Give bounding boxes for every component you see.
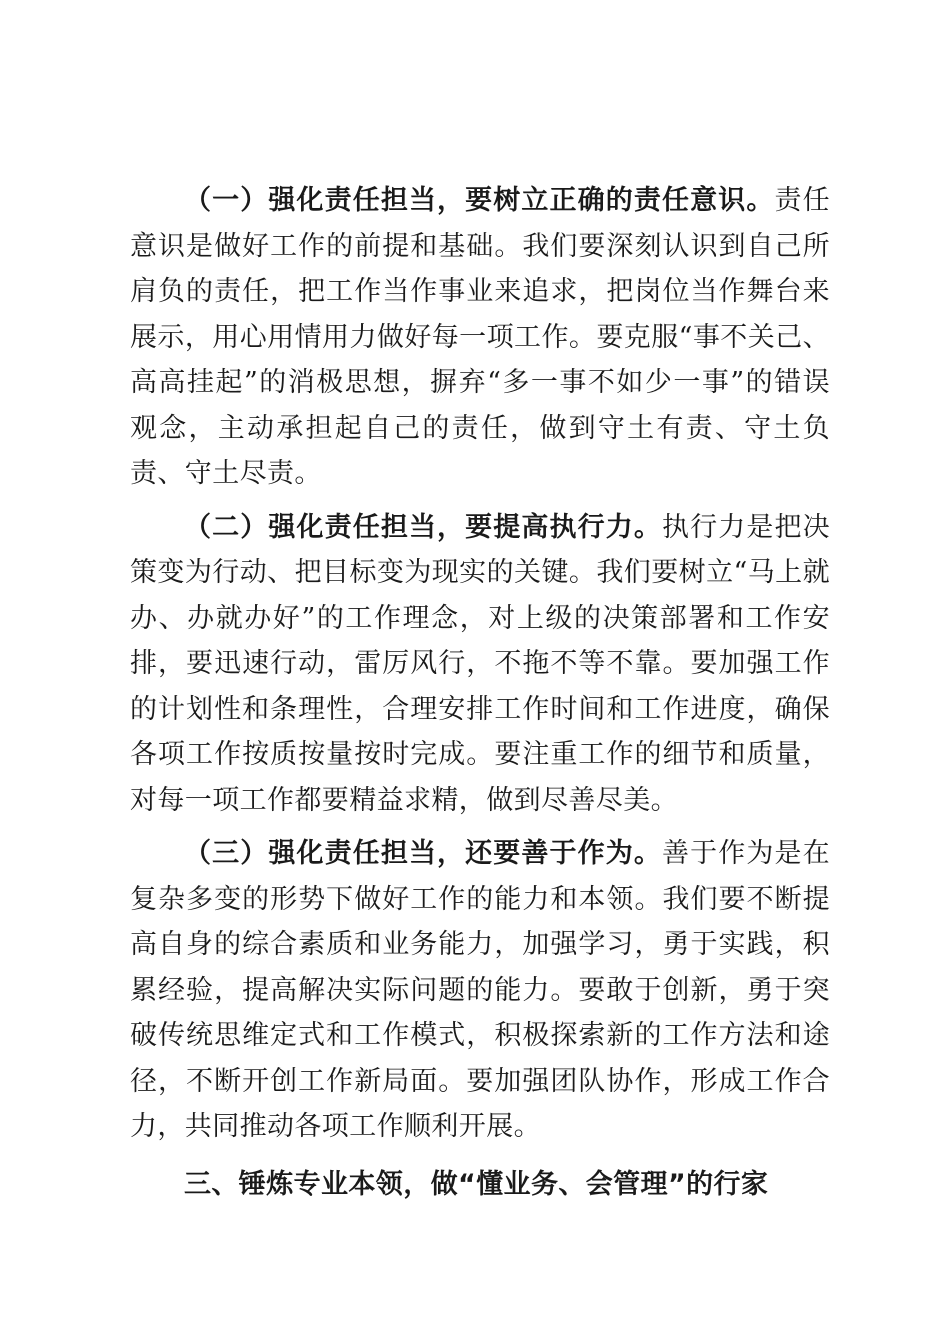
paragraph-3-lead: （三）强化责任担当，还要善于作为。 xyxy=(184,838,662,869)
paragraph-1-lead: （一）强化责任担当，要树立正确的责任意识。 xyxy=(184,185,775,216)
paragraph-1 xyxy=(130,178,830,497)
section-heading: 三、锤炼专业本领，做“懂业务、会管理”的行家 xyxy=(184,1168,769,1200)
paragraph-3 xyxy=(130,831,830,1150)
paragraph-2-body: 执行力是把决策变为行动、把目标变为现实的关键。我们要树立“马上就办、办就办好”的工作理念，对上级的决策部署和工作安排，要迅速行动，雷厉风行，不拖不等不靠。要加强工作的计划性和条理性，合理安排工作时间和工作进度，确保各项工作按质按量按时完成。要注重工作的细节和质量，对每一项工作都要精益求精，做到尽善尽美。 xyxy=(130,511,830,816)
paragraph-3-body: 善于作为是在复杂多变的形势下做好工作的能力和本领。我们要不断提高自身的综合素质和业务能力，加强学习，勇于实践，积累经验，提高解决实际问题的能力。要敢于创新，勇于突破传统思维定式和工作模式，积极探索新的工作方法和途径，不断开创工作新局面。要加强团队协作，形成工作合力，共同推动各项工作顺利开展。 xyxy=(130,838,830,1142)
paragraph-2-lead: （二）强化责任担当，要提高执行力。 xyxy=(184,511,662,543)
paragraph-2 xyxy=(130,505,830,824)
paragraph-1-body: 责任意识是做好工作的前提和基础。我们要深刻认识到自己所肩负的责任，把工作当作事业来追求，把岗位当作舞台来展示，用心用情用力做好每一项工作。要克服“事不关己、高高挂起”的消极思想，摒弃“多一事不如少一事”的错误观念，主动承担起自己的责任，做到守土有责、守土负责、守土尽责。 xyxy=(130,185,830,489)
document-body xyxy=(130,178,830,1207)
